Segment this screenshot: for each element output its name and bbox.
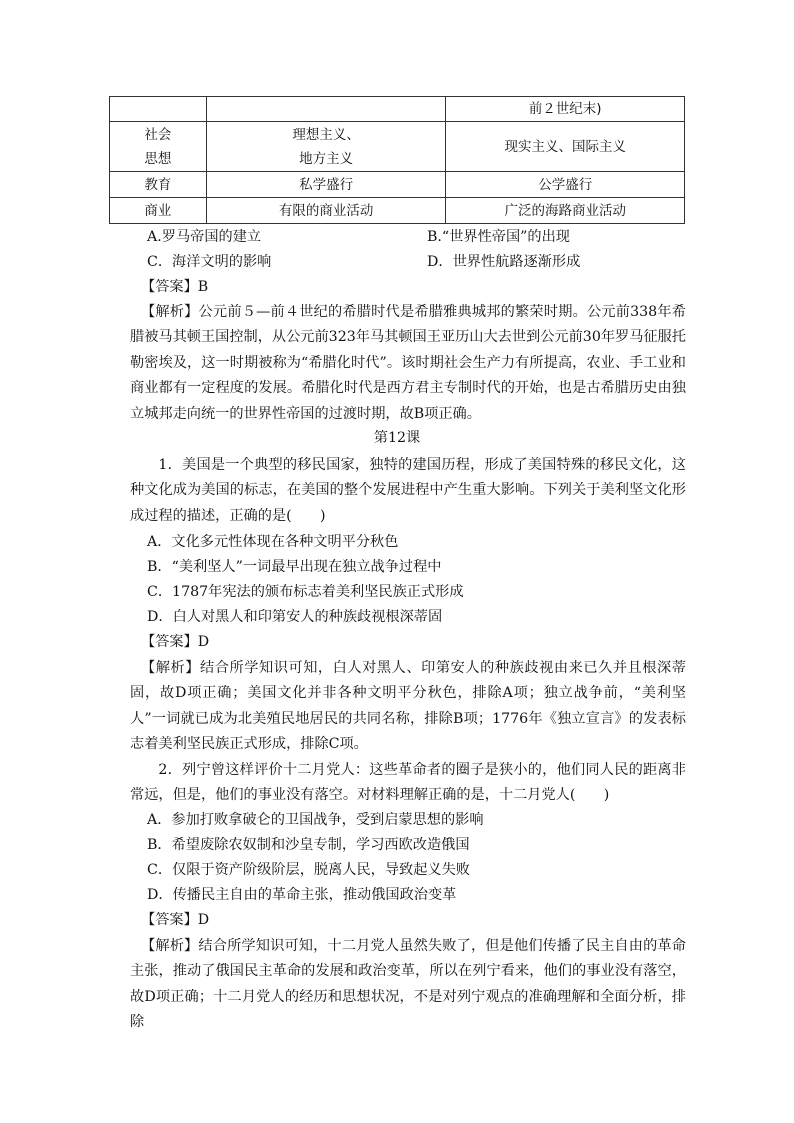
option-c: C．海洋文明的影响 [147, 254, 272, 270]
analysis-text: 公元前５—前４世纪的希腊时代是希腊雅典城邦的繁荣时期。公元前338年希腊被马其顿王国控制，从公元前323年马其顿国王亚历山大去世到公元前30年罗马征服托勒密埃及，这一时期被称为“希腊化时代”。该时期社会生产力有所提高，农业、手工业和商业都有一定程度的发展。希腊化时代是西方君主专制时代的开始，也是古希腊历史由独立城邦走向统一的世界性帝国的过渡时期，故B项正确。 [130, 304, 686, 422]
option-b: B.“世界性帝国”的出现 [427, 229, 570, 245]
table-cell: 广泛的海路商业活动 [446, 198, 685, 224]
option-a: A．文化多元性体现在各种文明平分秋色 [147, 534, 399, 550]
table-cell: 私学盛行 [206, 172, 446, 198]
answer-line [141, 630, 209, 655]
answer-tag: 【答案】 [141, 279, 198, 295]
question-stem: 2．列宁曾这样评价十二月党人：这些革命者的圈子是狭小的，他们同人民的距离非常远，但是，他们的事业没有落空。对材料理解正确的是，十二月党人( ) [130, 762, 686, 804]
table-cell: 商业 [110, 198, 207, 224]
analysis-paragraph [130, 934, 686, 1036]
analysis-paragraph [130, 300, 686, 427]
analysis-tag: 【解析】 [141, 938, 199, 954]
table-cell [206, 97, 446, 122]
table-row [110, 198, 685, 224]
option-a: A.罗马帝国的建立 [147, 229, 262, 245]
answer-value: D [197, 912, 210, 928]
comparison-table [109, 96, 685, 224]
table-cell [110, 97, 207, 122]
table-row [110, 122, 685, 172]
answer-tag: 【答案】 [141, 634, 198, 650]
answer-line [141, 275, 208, 300]
option-d: D．传播民主自由的革命主张，推动俄国政治变革 [147, 887, 457, 903]
question-stem: 1．美国是一个典型的移民国家，独特的建国历程，形成了美国特殊的移民文化，这种文化成为美国的标志，在美国的整个发展进程中产生重大影响。下列关于美利坚文化形成过程的描述，正确的是( ) [130, 457, 686, 524]
analysis-tag: 【解析】 [141, 304, 199, 320]
option-c: C．1787年宪法的颁布标志着美利坚民族正式形成 [147, 584, 464, 600]
analysis-paragraph [130, 656, 686, 758]
table-cell: 前２世纪末) [446, 97, 685, 122]
option-a: A．参加打败拿破仑的卫国战争，受到启蒙思想的影响 [147, 812, 484, 828]
table-cell: 教育 [110, 172, 207, 198]
option-d: D．世界性航路逐渐形成 [427, 254, 581, 270]
table-cell: 有限的商业活动 [206, 198, 446, 224]
table-cell [206, 122, 446, 172]
cell-line: 地方主义 [299, 150, 354, 167]
table-cell: 公学盛行 [446, 172, 685, 198]
analysis-text: 结合所学知识可知，十二月党人虽然失败了，但是他们传播了民主自由的革命主张，推动了俄国民主革命的发展和政治变革，所以在列宁看来，他们的事业没有落空，故D项正确；十二月党人的经历和思想状况，不是对列宁观点的准确理解和全面分析，排除 [130, 938, 686, 1031]
option-b: B．“美利坚人”一词最早出现在独立战争过程中 [147, 559, 442, 575]
cell-line: 理想主义、 [292, 126, 360, 143]
table-cell: 现实主义、国际主义 [446, 122, 685, 172]
lesson-title: 第12课 [373, 430, 421, 446]
answer-value: D [197, 634, 210, 650]
analysis-tag: 【解析】 [141, 660, 200, 676]
answer-value: B [197, 279, 209, 295]
cell-line: 社会 [144, 126, 172, 143]
option-b: B．希望废除农奴制和沙皇专制，学习西欧改造俄国 [147, 837, 470, 853]
cell-line: 思想 [144, 150, 172, 167]
table-row [110, 97, 685, 122]
option-c: C．仅限于资产阶级阶层，脱离人民，导致起义失败 [147, 862, 470, 878]
analysis-text: 结合所学知识可知，白人对黑人、印第安人的种族歧视由来已久并且根深蒂固，故D项正确；美国文化并非各种文明平分秋色，排除A项；独立战争前，“美利坚人”一词就已成为北美殖民地居民的共同名称，排除B项；1776年《独立宣言》的发表标志着美利坚民族正式形成，排除C项。 [130, 660, 686, 753]
table-row [110, 172, 685, 198]
answer-tag: 【答案】 [141, 912, 198, 928]
table-cell [110, 122, 207, 172]
answer-line [141, 908, 209, 933]
option-d: D．白人对黑人和印第安人的种族歧视根深蒂固 [147, 609, 443, 625]
